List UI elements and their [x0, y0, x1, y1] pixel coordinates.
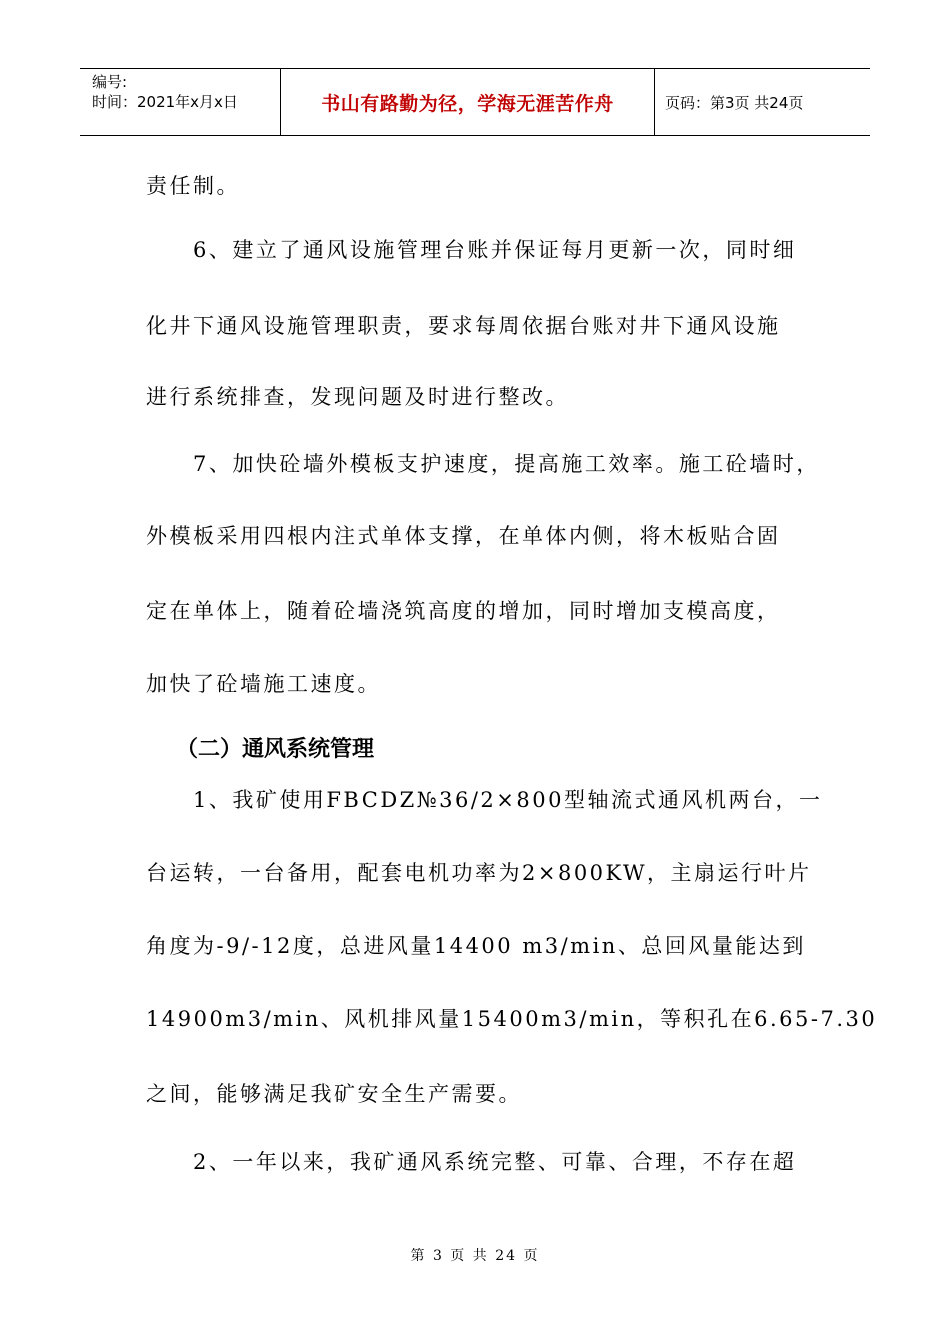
paragraph-line: 化井下通风设施管理职责，要求每周依据台账对井下通风设施 — [146, 314, 781, 338]
header-motto-cell — [281, 69, 655, 135]
paragraph-line: 外模板采用四根内注式单体支撑，在单体内侧，将木板贴合固 — [146, 524, 781, 548]
paragraph-line: 进行系统排查，发现问题及时进行整改。 — [146, 385, 569, 409]
paragraph-line: 台运转，一台备用，配套电机功率为2×800KW，主扇运行叶片 — [146, 861, 812, 885]
paragraph-line: 定在单体上，随着砼墙浇筑高度的增加，同时增加支模高度， — [146, 599, 781, 623]
paragraph-line: 2、一年以来，我矿通风系统完整、可靠、合理，不存在超 — [193, 1150, 797, 1174]
paragraph-line: 责任制。 — [146, 174, 240, 198]
paragraph-line: 14900m3/min、风机排风量15400m3/min，等积孔在6.65-7.30 — [146, 1007, 878, 1031]
paragraph-line: 之间，能够满足我矿安全生产需要。 — [146, 1082, 522, 1106]
paragraph-line: 7、加快砼墙外模板支护速度，提高施工效率。施工砼墙时， — [193, 452, 820, 476]
header-page-cell — [655, 69, 870, 135]
document-number-label: 编号: — [92, 73, 128, 91]
section-title: （二）通风系统管理 — [176, 737, 375, 762]
paragraph-line: 角度为-9/-12度，总进风量14400 m3/min、总回风量能达到 — [146, 934, 806, 958]
header-motto: 书山有路勤为径，学海无涯苦作舟 — [321, 92, 614, 115]
header-info-cell — [80, 69, 281, 135]
document-date: 时间：2021年x月x日 — [92, 93, 238, 111]
header-page-info: 页码：第3页 共24页 — [665, 93, 804, 112]
page-header — [80, 68, 870, 136]
page-footer: 第 3 页 共 24 页 — [410, 1248, 540, 1264]
paragraph-line: 6、建立了通风设施管理台账并保证每月更新一次，同时细 — [193, 238, 797, 262]
paragraph-line: 1、我矿使用FBCDZ№36/2×800型轴流式通风机两台，一 — [193, 788, 823, 812]
paragraph-line: 加快了砼墙施工速度。 — [146, 672, 381, 696]
